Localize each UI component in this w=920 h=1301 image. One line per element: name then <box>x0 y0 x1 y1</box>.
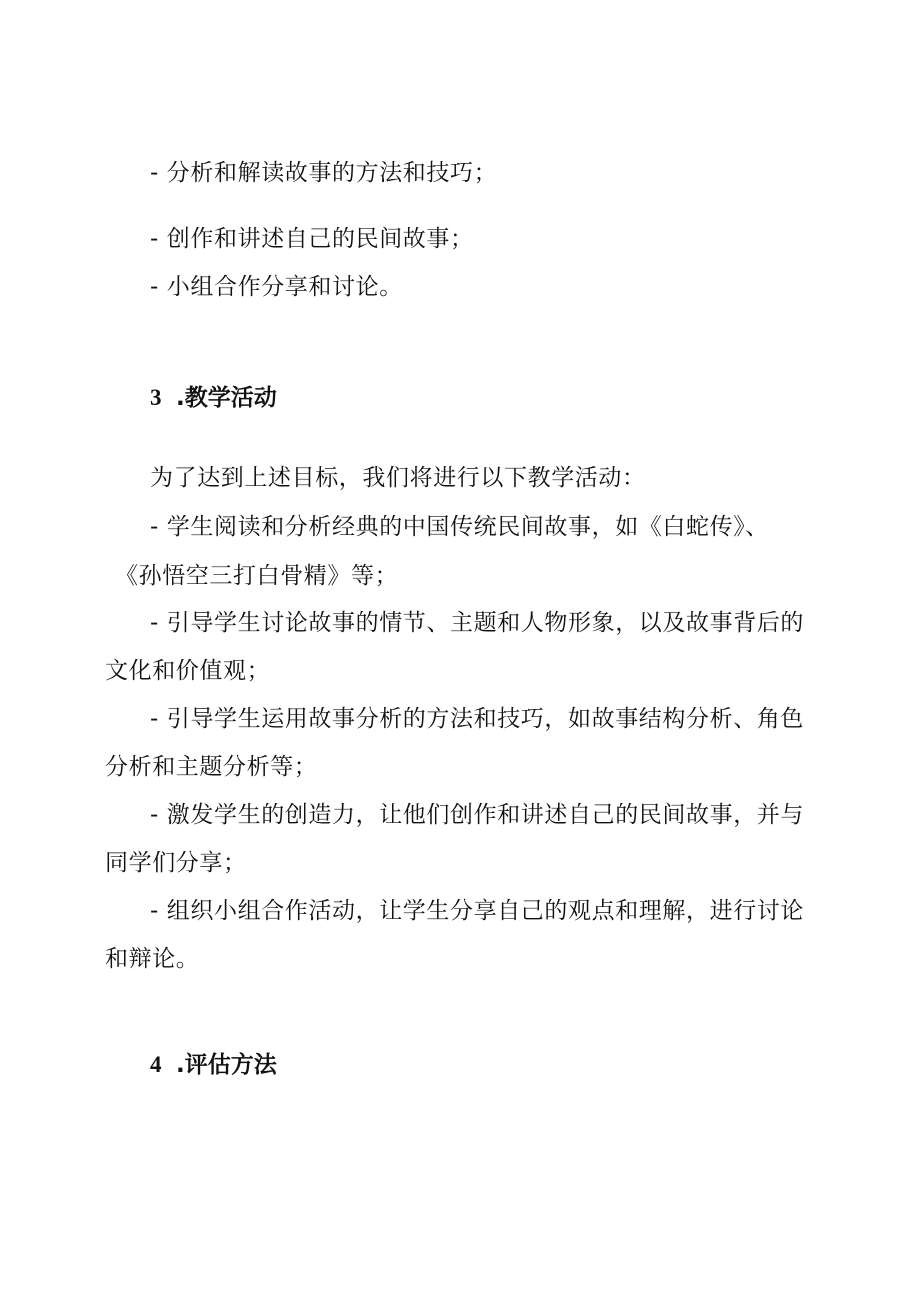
section-number: 3 <box>150 385 162 410</box>
list-item-line: - 引导学生运用故事分析的方法和技巧，如故事结构分析、角色 <box>150 706 805 732</box>
list-item: - 分析和解读故事的方法和技巧； <box>150 160 498 186</box>
list-item: - 小组合作分享和讨论。 <box>150 274 403 300</box>
list-item: - 创作和讲述自己的民间故事； <box>150 226 474 252</box>
list-item-line: 文化和价值观； <box>105 658 271 684</box>
section-number: 4 <box>150 1052 162 1077</box>
list-item-line: 同学们分享； <box>105 850 247 876</box>
list-item-line: 《孙悟空三打白骨精》等； <box>115 563 399 589</box>
section-title: .教学活动 <box>176 385 277 411</box>
list-item-line: 和辩论。 <box>105 946 200 972</box>
section-title: .评估方法 <box>176 1052 277 1078</box>
list-item-line: - 组织小组合作活动，让学生分享自己的观点和理解，进行讨论 <box>150 898 805 924</box>
list-item-line: - 学生阅读和分析经典的中国传统民间故事，如《白蛇传》、 <box>150 514 769 540</box>
list-item-line: - 激发学生的创造力，让他们创作和讲述自己的民间故事，并与 <box>150 802 805 828</box>
list-item-line: 分析和主题分析等； <box>105 754 318 780</box>
list-item-line: - 引导学生讨论故事的情节、主题和人物形象，以及故事背后的 <box>150 610 805 636</box>
section-heading-3 <box>150 383 277 413</box>
paragraph-intro: 为了达到上述目标，我们将进行以下教学活动： <box>150 465 646 491</box>
section-heading-4 <box>150 1050 277 1080</box>
